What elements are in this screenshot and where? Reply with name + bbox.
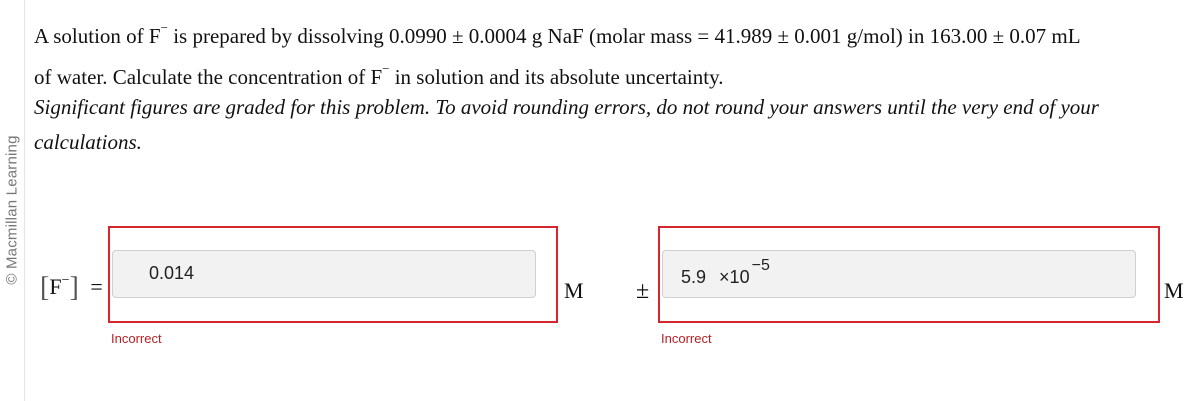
uncertainty-mantissa: 5.9 [681, 267, 707, 287]
fluoride-charge-2: − [382, 61, 390, 76]
question-part1: A solution of F [34, 24, 161, 48]
uncertainty-exponent: −5 [751, 257, 770, 274]
instructions-line1: Significant figures are graded for this problem. To avoid rounding errors, do not round your answers until the very end of your [34, 95, 1099, 119]
question-line2-part2: in solution and its absolute uncertainty. [389, 65, 724, 89]
watermark-text: © Macmillan Learning [3, 135, 21, 285]
uncertainty-input[interactable] [662, 250, 1136, 298]
uncertainty-times-ten: ×10 [719, 267, 750, 287]
question-line2-part1: of water. Calculate the concentration of F [34, 65, 383, 89]
uncertainty-feedback: Incorrect [661, 331, 712, 346]
species-symbol: F [49, 274, 62, 299]
concentration-feedback: Incorrect [111, 331, 162, 346]
question-text [34, 13, 1184, 95]
question-part2: is prepared by dissolving 0.0990 ± 0.0004 g NaF (molar mass = 41.989 ± 0.001 g/mol) in 163.00 ± 0.07 mL [167, 24, 1081, 48]
species-charge: − [61, 272, 70, 288]
equals-sign: = [90, 274, 103, 299]
plus-minus-sign: ± [636, 278, 650, 304]
open-bracket: [ [40, 272, 50, 303]
concentration-input[interactable] [112, 250, 536, 298]
concentration-value: 0.014 [149, 263, 195, 283]
instructions-line2: calculations. [34, 130, 142, 154]
instructions-text [34, 90, 1184, 160]
concentration-unit: M [564, 278, 584, 303]
fluoride-charge: − [160, 20, 168, 35]
concentration-label [40, 270, 103, 302]
uncertainty-unit: M [1164, 278, 1184, 303]
close-bracket: ] [69, 272, 79, 303]
